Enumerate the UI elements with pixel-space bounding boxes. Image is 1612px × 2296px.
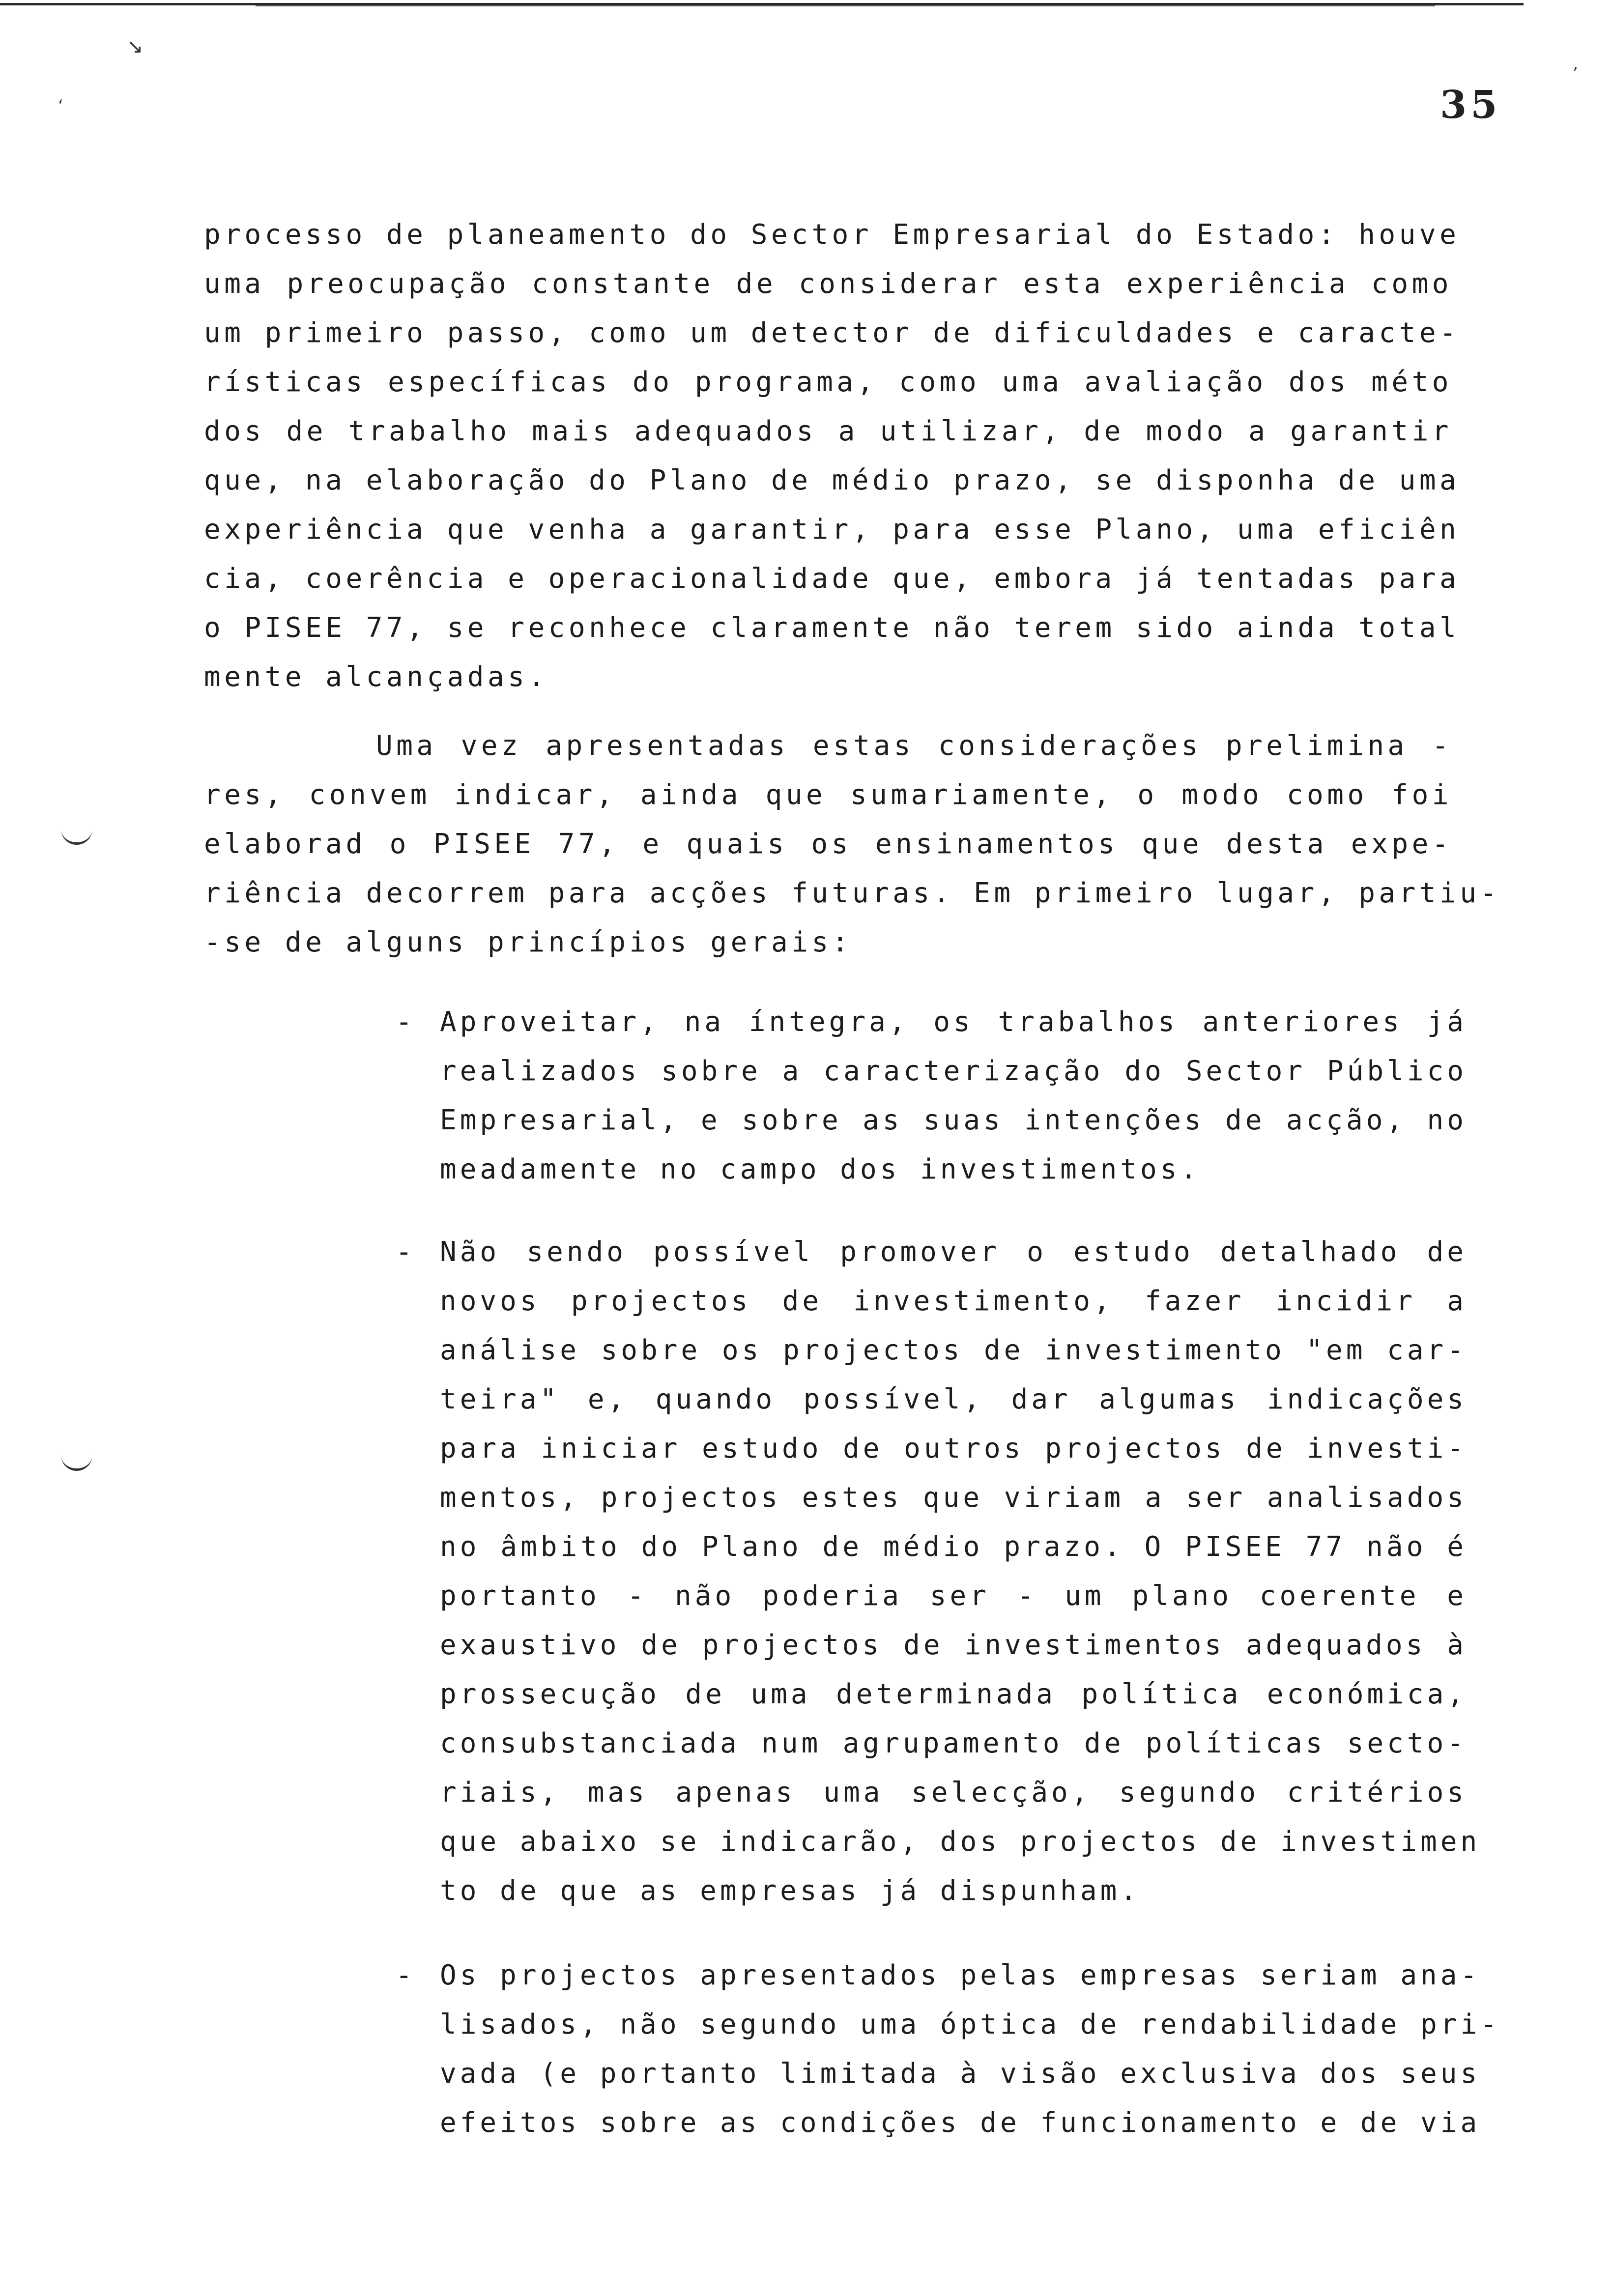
bullet-dash: - xyxy=(396,1236,416,1268)
text-line: portanto - não poderia ser - um plano coerente e xyxy=(440,1580,1467,1612)
top-border-line-secondary xyxy=(256,5,1435,6)
text-line: novos projectos de investimento, fazer incidir a xyxy=(440,1285,1467,1317)
text-line: mentos, projectos estes que viriam a ser analisados xyxy=(440,1482,1467,1514)
text-line: que abaixo se indicarão, dos projectos de investimen xyxy=(440,1826,1481,1858)
scan-mark: ↘ xyxy=(127,35,144,58)
text-line: uma preocupação constante de considerar esta experiência como xyxy=(204,268,1452,300)
text-line: no âmbito do Plano de médio prazo. O PISEE 77 não é xyxy=(440,1531,1467,1563)
text-line: Empresarial, e sobre as suas intenções de acção, no xyxy=(440,1104,1467,1136)
text-line: processo de planeamento do Sector Empresarial do Estado: houve xyxy=(204,219,1460,251)
text-line: consubstanciada num agrupamento de políticas secto- xyxy=(440,1727,1467,1759)
text-line: mente alcançadas. xyxy=(204,661,548,693)
scan-mark: ‘ xyxy=(58,96,63,116)
text-line: análise sobre os projectos de investimento "em car- xyxy=(440,1334,1467,1366)
text-line: que, na elaboração do Plano de médio prazo, se disponha de uma xyxy=(204,464,1460,496)
text-line: teira" e, quando possível, dar algumas indicações xyxy=(440,1383,1467,1415)
punch-hole-mark xyxy=(61,1451,92,1471)
text-line: Não sendo possível promover o estudo detalhado de xyxy=(440,1236,1467,1268)
text-line: meadamente no campo dos investimentos. xyxy=(440,1153,1201,1185)
text-line: um primeiro passo, como um detector de dificuldades e caracte- xyxy=(204,317,1460,349)
text-line: riais, mas apenas uma selecção, segundo critérios xyxy=(440,1777,1467,1808)
text-line: Os projectos apresentados pelas empresas seriam ana- xyxy=(440,1959,1481,1991)
text-line: prossecução de uma determinada política económica, xyxy=(440,1678,1467,1710)
bullet-body xyxy=(440,1228,1481,1916)
text-line: rísticas específicas do programa, como uma avaliação dos méto xyxy=(204,366,1452,398)
text-line: to de que as empresas já dispunham. xyxy=(440,1875,1141,1907)
text-line: realizados sobre a caracterização do Sector Público xyxy=(440,1055,1467,1087)
text-line: o PISEE 77, se reconhece claramente não terem sido ainda total xyxy=(204,612,1460,644)
bullet-body xyxy=(440,1951,1500,2148)
text-line: res, convem indicar, ainda que sumariamente, o modo como foi xyxy=(204,779,1452,811)
paragraph-intro xyxy=(204,210,1460,702)
text-line: vada (e portanto limitada à visão exclusiva dos seus xyxy=(440,2058,1481,2090)
punch-hole-mark xyxy=(61,825,92,845)
bullet-body xyxy=(440,998,1467,1194)
text-line: efeitos sobre as condições de funcionamento e de via xyxy=(440,2107,1481,2139)
text-line: elaborad o PISEE 77, e quais os ensinamentos que desta expe- xyxy=(204,828,1452,860)
text-line: Uma vez apresentadas estas considerações prelimina - xyxy=(376,730,1452,762)
bullet-dash: - xyxy=(396,1959,416,1991)
text-line: lisados, não segundo uma óptica de rendabilidade pri- xyxy=(440,2009,1500,2040)
text-line: Aproveitar, na íntegra, os trabalhos anteriores já xyxy=(440,1006,1467,1038)
text-line: cia, coerência e operacionalidade que, embora já tentadas para xyxy=(204,563,1460,595)
page-number: 35 xyxy=(1440,83,1501,127)
bullet-dash: - xyxy=(396,1006,416,1038)
paragraph-methodology xyxy=(204,721,1500,967)
text-line: experiência que venha a garantir, para esse Plano, uma eficiên xyxy=(204,514,1460,545)
text-line: exaustivo de projectos de investimentos adequados à xyxy=(440,1629,1467,1661)
text-line: -se de alguns princípios gerais: xyxy=(204,926,852,958)
scan-mark: ’ xyxy=(1573,64,1578,84)
text-line: riência decorrem para acções futuras. Em primeiro lugar, partiu- xyxy=(204,877,1500,909)
text-line: dos de trabalho mais adequados a utilizar, de modo a garantir xyxy=(204,415,1452,447)
text-line: para iniciar estudo de outros projectos de investi- xyxy=(440,1433,1467,1464)
